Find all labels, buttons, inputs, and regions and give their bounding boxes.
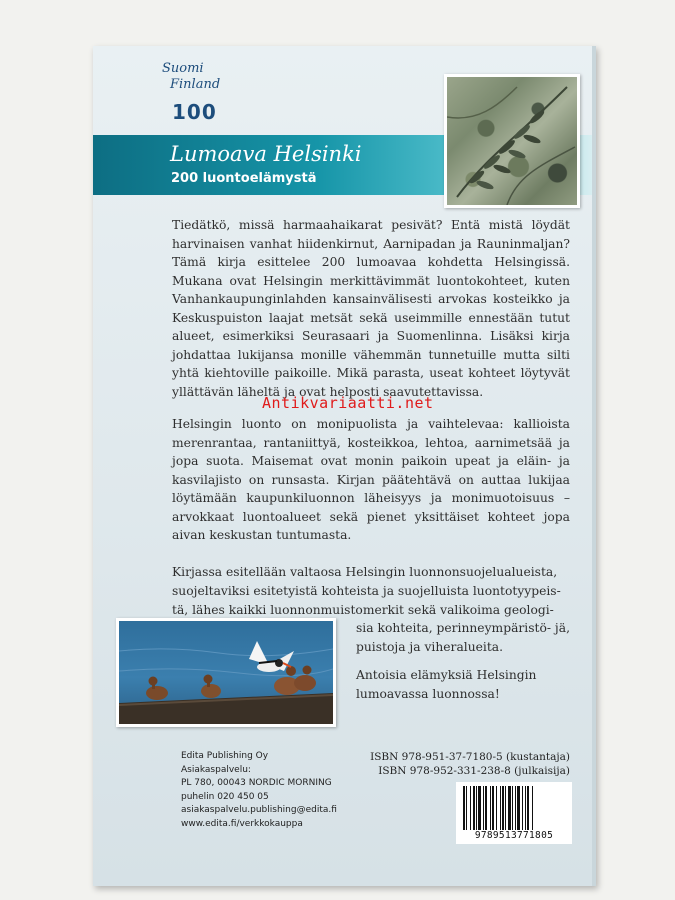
publisher-name: Edita Publishing Oy <box>181 751 269 761</box>
publisher-phone: puhelin 020 450 05 <box>181 791 269 802</box>
closing-greeting: Antoisia elämyksiä Helsingin lumoavassa luonnossa! <box>356 668 537 701</box>
barcode-number: 9789513771805 <box>474 830 554 841</box>
description-paragraph-1: Tiedätkö, missä harmaahaikarat pesivät? Entä mistä löydät harvinaisen vanhat hiidenkirnut, Aarnipadan ja Rauninmaljan? Tämä kirja esittelee 200 lumoavaa kohdetta Helsingissä. Mukana ovat Helsingin merkittävimmät luontokohteet, kuten Vanhankaupunginlahden kansainvälisesti arvokas kosteikko ja Keskuspuiston laajat metsät sekä useimmille ennestään tutut alueet, esimerkiksi Seurasaari ja Suomenlinna. Lisäksi kirja johdattaa lukijansa monille vähemmän tunnetuille mutta silti yhtä kiehtoville paikoille. Mikä parasta, useat kohteet löytyvät yllättävän läheltä ja ovat helposti saavutettavissa. <box>172 218 570 399</box>
isbn-block <box>370 750 570 778</box>
book-title: Lumoava Helsinki <box>170 142 362 166</box>
birds-photo <box>116 618 336 727</box>
publisher-web: www.edita.fi/verkkokauppa <box>181 818 303 829</box>
description-paragraph-3-lines <box>172 582 570 619</box>
description-paragraph-3-rest: sia kohteita, perinneympäristö- jä, puistoja ja viheralueita. <box>356 621 570 654</box>
publisher-info <box>181 750 337 831</box>
publisher-email: asiakaspalvelu.publishing@edita.fi <box>181 805 337 815</box>
antikvariaatti-watermark: Antikvariaatti.net <box>262 394 434 412</box>
isbn-issuer: ISBN 978-952-331-238-8 (julkaisija) <box>378 765 570 777</box>
logo-script-line1: Suomi <box>162 61 204 76</box>
book-subtitle: 200 luontoelämystä <box>171 171 317 186</box>
publisher-service-label: Asiakaspalvelu: <box>181 764 251 775</box>
suomi-finland-100-logo <box>162 62 232 122</box>
logo-number: 100 <box>172 100 217 124</box>
logo-script-line2: Finland <box>170 77 221 92</box>
leaf-photo <box>444 74 580 208</box>
isbn-publisher: ISBN 978-951-37-7180-5 (kustantaja) <box>370 751 570 763</box>
description-paragraph-3-line-2: suojeltaviksi esitetyistä kohteista ja suojelluista luontotyypeis- <box>172 584 561 598</box>
description-paragraph-3-line-1: Kirjassa esitellään valtaosa Helsingin luonnonsuojelualueista, <box>172 565 558 579</box>
description-paragraph-2: Helsingin luonto on monipuolista ja vaihtelevaa: kallioista merenrantaa, rantaniittyä, kosteikkoa, lehtoa, aarnimetsää ja jopa suota. Maisemat ovat monin paikoin upeat ja eläin- ja kasvilajisto on runsasta. Kirjan päätehtävä on auttaa lukijaa löytämään kaupunkiluonnon läheisyys ja monimuotoisuus – arvokkaat luontoalueet sekä pienet yksittäiset kohteet jopa aivan keskustan tuntumasta. <box>172 417 570 542</box>
publisher-address: PL 780, 00043 NORDIC MORNING <box>181 778 332 788</box>
description-paragraph-3-line-3: tä, lähes kaikki luonnonmuistomerkit sekä valikoima geologi- <box>172 602 554 617</box>
barcode-bars <box>462 786 566 830</box>
barcode <box>456 782 572 844</box>
